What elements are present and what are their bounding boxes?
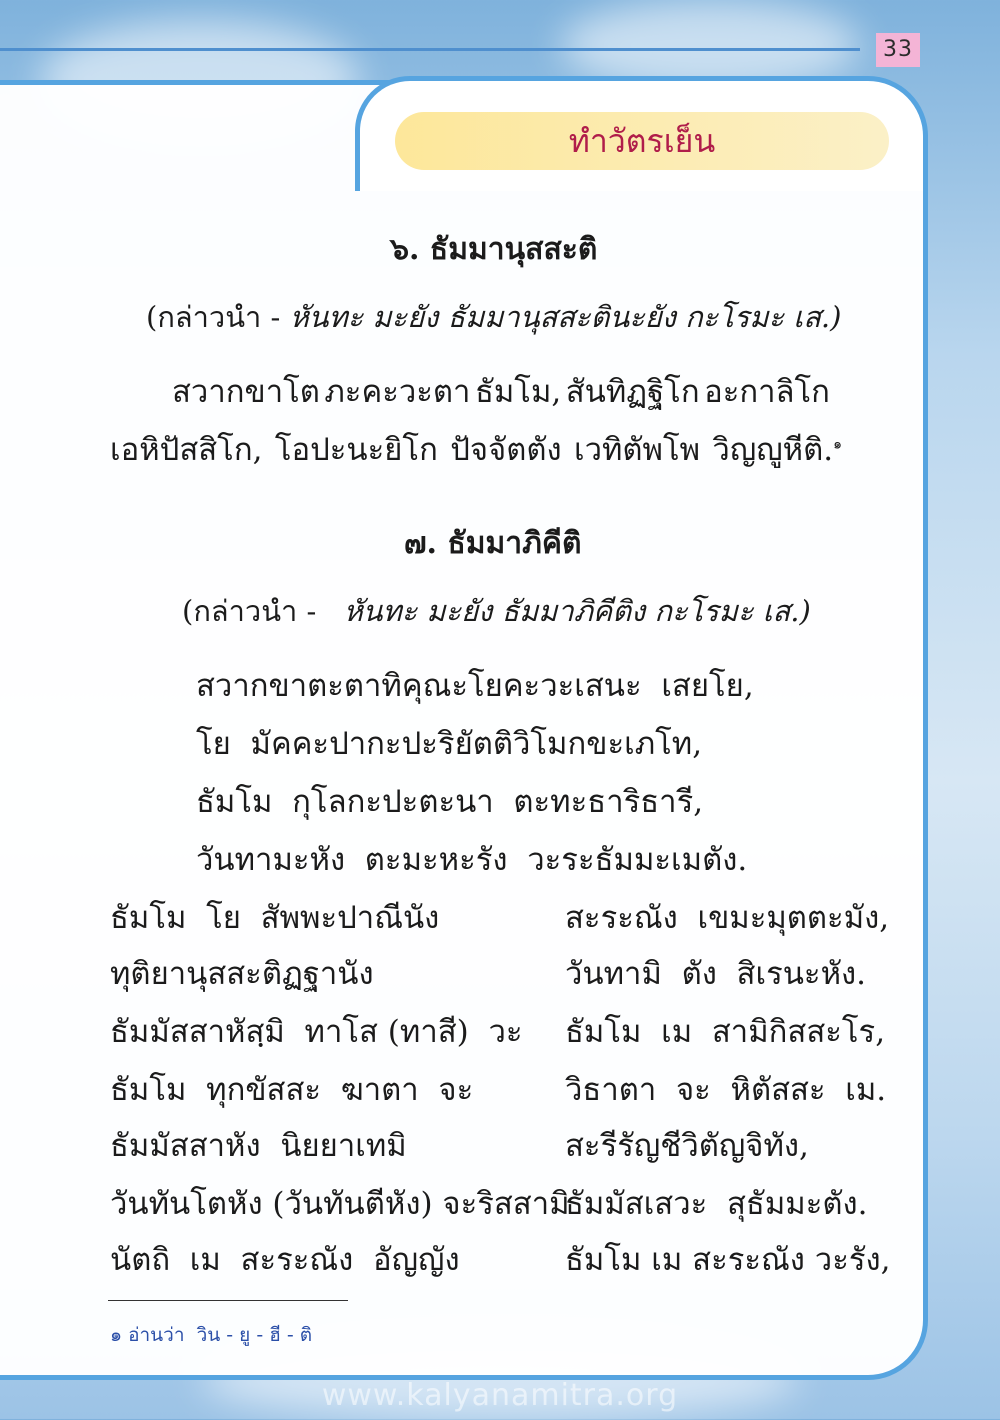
pair-left: ธัมโม โย สัพพะปาณีนัง	[110, 900, 440, 936]
s7-verse: สวากขาตะตาทิคุณะโยคะวะเสนะ เสยโย,	[196, 668, 754, 704]
s6-intro-prefix: (กล่าวนำ -	[146, 300, 281, 334]
s6-word: เวทิตัพโพ	[573, 432, 701, 468]
s7-intro-prefix: (กล่าวนำ -	[182, 594, 317, 628]
s7-verse: วันทามะหัง ตะมะหะรัง วะระธัมมะเมตัง.	[196, 842, 748, 878]
pair-left: ธัมมัสสาหัสฺมิ ทาโส (ทาสี) วะ	[110, 1014, 523, 1050]
pair-right: ธัมโม เม สะระณัง วะรัง,	[565, 1242, 891, 1278]
watermark: www.kalyanamitra.org	[321, 1378, 679, 1413]
pair-left: วันทันโตหัง (วันทันตีหัง) จะริสสามิ	[110, 1186, 570, 1222]
header-rule	[0, 48, 860, 51]
page-number: 33	[876, 33, 920, 67]
pair-left: ทุติยานุสสะติฏฐานัง	[110, 956, 374, 992]
pair-left: ธัมมัสสาหัง นิยยาเทมิ	[110, 1128, 407, 1164]
s7-verse: โย มัคคะปากะปะริยัตติวิโมกขะเภโท,	[196, 726, 703, 762]
s6-word: ธัมโม,	[474, 374, 562, 410]
pair-left: นัตถิ เม สะระณัง อัญญัง	[110, 1242, 460, 1278]
pair-right: วิธาตา จะ หิตัสสะ เม.	[565, 1072, 887, 1108]
pair-right: สะระณัง เขมะมุตตะมัง,	[565, 900, 890, 936]
s6-word: โอปะนะยิโก	[274, 432, 438, 468]
s6-intro-text: หันทะ มะยัง ธัมมานุสสะตินะยัง กะโรมะ เส.)	[289, 300, 842, 334]
s6-word: สวากขาโต	[172, 374, 320, 410]
s6-intro	[146, 294, 841, 340]
s7-heading: ๗. ธัมมาภิคีติ	[404, 526, 582, 561]
s7-verse: ธัมโม กุโลกะปะตะนา ตะทะธาริธารี,	[196, 784, 704, 820]
footnote: ๑ อ่านว่า วิน - ยู - ฮี - ติ	[110, 1324, 313, 1346]
footnote-rule	[108, 1300, 348, 1301]
s6-word: ภะคะวะตา	[324, 374, 471, 410]
footnote-marker: ๑	[833, 436, 842, 453]
pair-left: ธัมโม ทุกขัสสะ ฆาตา จะ	[110, 1072, 474, 1108]
s6-word: ปัจจัตตัง	[450, 432, 562, 468]
s6-word: วิญญูหีติ.	[712, 432, 834, 468]
s6-word-last	[712, 424, 842, 474]
s6-heading: ๖. ธัมมานุสสะติ	[390, 232, 598, 267]
s7-intro	[182, 588, 811, 634]
pair-right: วันทามิ ตัง สิเรนะหัง.	[565, 956, 866, 992]
s6-line-1	[172, 366, 830, 416]
pair-right: ธัมโม เม สามิกิสสะโร,	[565, 1014, 886, 1050]
s6-word: อะกาลิโก	[704, 374, 830, 410]
s6-line-2	[110, 424, 842, 474]
s7-intro-text: หันทะ มะยัง ธัมมาภิคีติง กะโรมะ เส.)	[343, 594, 811, 628]
s6-word: สันทิฏฐิโก	[565, 374, 700, 410]
section-title: ทำวัตรเย็น	[395, 112, 889, 170]
s6-word: เอหิปัสสิโก,	[110, 432, 263, 468]
pair-right: ธัมมัสเสวะ สุธัมมะตัง.	[565, 1186, 868, 1222]
pair-right: สะรีรัญชีวิตัญจิทัง,	[565, 1128, 809, 1164]
